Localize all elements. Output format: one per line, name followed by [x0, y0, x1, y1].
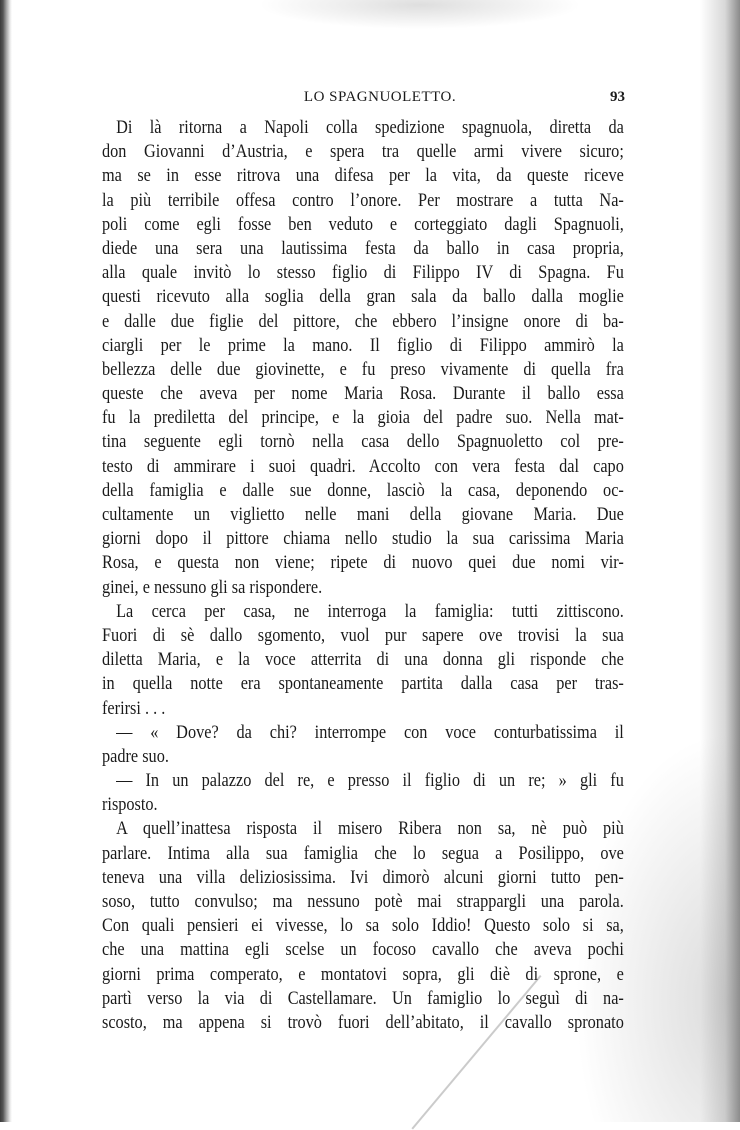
text-line: poli come egli fosse ben veduto e corteggiato dagli Spagnuoli, [102, 214, 624, 235]
text-line: diede una sera una lautissima festa da ballo in casa propria, [102, 238, 624, 259]
text-line: testo di ammirare i suoi quadri. Accolto con vera festa dal capo [102, 456, 624, 477]
running-title: LO SPAGNUOLETTO. [303, 89, 457, 105]
text-line: soso, tutto convulso; ma nessuno potè mai strappargli una parola. [102, 892, 624, 912]
text-line: della famiglia e dalle sue donne, lasciò la casa, deponendo oc- [102, 480, 624, 501]
text-line: bellezza delle due giovinette, e fu preso vivamente di quella fra [102, 359, 624, 380]
text-line: la più terribile offesa contro l’onore. Per mostrare a tutta Na- [102, 190, 624, 211]
text-line: Rosa, e questa non viene; ripete di nuovo quei due nomi vir- [102, 553, 624, 574]
text-line: parlare. Intima alla sua famiglia che lo segua a Posilippo, ove [102, 843, 624, 864]
text-line: che una mattina egli scelse un focoso cavallo che aveva pochi [102, 940, 624, 961]
text-line: ferirsi . . . [102, 698, 166, 719]
text-line: alla quale invitò lo stesso figlio di Filippo IV di Spagna. Fu [102, 263, 624, 284]
text-line: e dalle due figlie del pittore, che ebbero l’insigne onore di ba- [102, 311, 624, 332]
text-line: risposto. [102, 795, 158, 816]
text-line: fu la prediletta del principe, e la gioia del padre suo. Nella mat- [102, 408, 624, 429]
text-line: scosto, ma appena si trovò fuori dell’abitato, il cavallo spronato [102, 1012, 624, 1033]
text-line: ma se in esse ritrova una difesa per la vita, da queste riceve [102, 166, 624, 187]
page-number: 93 [610, 89, 625, 105]
text-line: Con quali pensieri ei vivesse, lo sa solo Iddio! Questo solo si sa, [102, 916, 624, 937]
text-line: — « Dove? da chi? interrompe con voce conturbatissima il [116, 722, 624, 743]
text-line: Fuori di sè dallo sgomento, vuol pur sapere ove trovisi la sua [102, 625, 624, 646]
text-line: diletta Maria, e la voce atterrita di una donna gli risponde che [102, 650, 624, 671]
page-header [115, 89, 625, 111]
text-line: ginei, e nessuno gli sa rispondere. [102, 577, 323, 598]
text-line: tina seguente egli tornò nella casa dello Spagnuoletto col pre- [102, 432, 624, 453]
text-line: don Giovanni d’Austria, e spera tra quelle armi vivere sicuro; [102, 142, 624, 163]
text-line: questi ricevuto alla soglia della gran sala da ballo dalla moglie [102, 287, 624, 308]
page-binding-edge [0, 0, 12, 1122]
text-line: in quella notte era spontaneamente partita dalla casa per tras- [102, 674, 624, 695]
text-line: La cerca per casa, ne interroga la famiglia: tutti zittiscono. [116, 601, 624, 622]
text-line: giorni dopo il pittore chiama nello studio la sua carissima Maria [102, 529, 624, 550]
text-line: queste che aveva per nome Maria Rosa. Durante il ballo essa [102, 384, 624, 405]
text-line: A quell’inattesa risposta il misero Ribera non sa, nè può più [116, 819, 624, 840]
text-line: giorni prima comperato, e montatovi sopra, gli diè di sprone, e [102, 964, 624, 985]
text-line: partì verso la via di Castellamare. Un famiglio lo seguì di na- [102, 988, 624, 1009]
text-line: padre suo. [102, 746, 169, 767]
body-text [102, 116, 624, 1035]
text-line: — In un palazzo del re, e presso il figlio di un re; » gli fu [116, 771, 624, 792]
text-line: cultamente un viglietto nelle mani della giovane Maria. Due [102, 505, 624, 525]
text-line: teneva una villa deliziosissima. Ivi dimorò alcuni giorni tutto pen- [102, 867, 624, 888]
text-line: Di là ritorna a Napoli colla spedizione spagnuola, diretta da [116, 118, 624, 138]
text-line: ciargli per le prime la mano. Il figlio di Filippo ammirò la [102, 335, 624, 356]
